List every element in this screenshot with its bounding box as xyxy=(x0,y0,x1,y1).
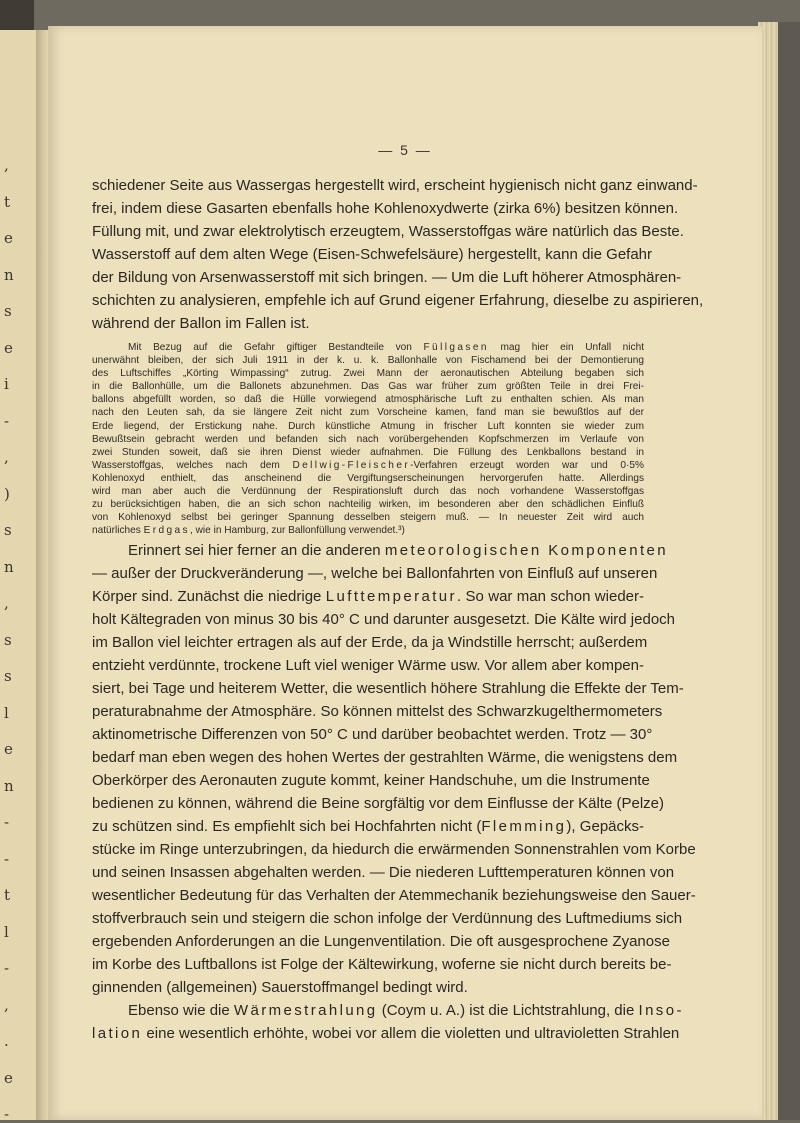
text-line: stücke im Ringe unterzubringen, da hiedurch die erwärmenden Sonnenstrahlen vom Korbe xyxy=(92,841,696,859)
facing-page-char: t xyxy=(4,192,11,211)
facing-page-char: e xyxy=(4,740,13,758)
text-line: siert, bei Tage und heiterem Wetter, die wesentlich höhere Strahlung die Effekte der Tem- xyxy=(92,680,684,698)
spaced-term: Dellwig-Fleischer xyxy=(292,459,411,471)
note-line: natürliches Erdgas, wie in Hamburg, zur Ballonfüllung verwendet.³) xyxy=(92,525,405,537)
text-line: holt Kältegraden von minus 30 bis 40° C und darunter ausgesetzt. Die Kälte wird jedoch xyxy=(92,611,676,629)
text-line: ergebenden Anforderungen an die Lungenventilation. Die oft ausgesprochene Zyanose xyxy=(92,933,670,951)
facing-page-char: ) xyxy=(4,484,10,503)
spaced-term: lation xyxy=(92,1025,143,1043)
facing-page-char: , xyxy=(4,995,9,1014)
facing-page-char: s xyxy=(4,667,12,685)
text-line: entzieht verdünnte, trockene Luft viel weniger Wärme usw. Vor allem aber kompen- xyxy=(92,657,644,675)
spaced-term: Flemming xyxy=(481,818,567,836)
page-number: — 5 — xyxy=(378,142,432,158)
facing-page-char: - xyxy=(4,849,10,868)
facing-page-char: , xyxy=(4,594,9,612)
facing-page-char: l xyxy=(4,922,9,941)
spaced-term: meteorologischen Komponenten xyxy=(384,542,669,560)
facing-page-char: - xyxy=(4,1105,10,1123)
note-line: Erde liegend, der Erstickung nahe. Durch künstliche Atmung in frischer Luft konnten sie wieder zum xyxy=(92,420,644,432)
note-line: zwei Stunden soweit, daß sie ihren Dienst wieder aufnahmen. Die Füllung des Lenkballons bestand in xyxy=(92,446,644,458)
page-body xyxy=(92,174,704,1045)
footnote-block xyxy=(92,341,644,537)
spaced-term: Füllgasen xyxy=(423,342,489,353)
facing-page-char: n xyxy=(4,776,14,795)
note-line: Mit Bezug auf die Gefahr giftiger Bestandteile von Füllgasen mag hier ein Unfall nicht xyxy=(128,342,644,353)
text-line: schiedener Seite aus Wassergas hergestellt wird, erscheint hygienisch nicht ganz einwand- xyxy=(92,177,698,194)
paragraph-gas-hygiene xyxy=(92,174,704,335)
facing-page-char: e xyxy=(4,1068,13,1087)
text-line: aktinometrische Differenzen von 50° C und darüber beobachtet werden. Trotz — 30° xyxy=(92,726,653,744)
text-line: peraturabnahme der Atmosphäre. So können mittelst des Schwarzkugelthermometers xyxy=(92,703,663,721)
note-line: nach den Leuten sah, da sie längere Zeit nicht zum Vorscheine kamen, fand man sie bewußtlos auf der xyxy=(92,407,644,419)
facing-page-char: - xyxy=(4,411,10,430)
note-line: zu berücksichtigen haben, die an sich schon nachteilig wirken, im besonderen aber den schädlichen Einfluß xyxy=(92,499,644,511)
text-line: während der Ballon im Fallen ist. xyxy=(92,315,310,332)
spaced-term: Wärmestrahlung xyxy=(233,1002,378,1020)
spaced-term: Inso- xyxy=(638,1002,684,1020)
text-line: lation eine wesentlich erhöhte, wobei vor allem die violetten und ultravioletten Strahlen xyxy=(92,1025,680,1043)
spaced-term: Erdgas xyxy=(143,525,191,537)
text-line: im Ballon viel leichter ertragen als auf der Erde, da ja Windstille herrscht; außerdem xyxy=(92,634,648,652)
paragraph-meteorological-components xyxy=(92,539,696,999)
note-line: unerwähnt bleiben, der sich Juli 1911 in der k. u. k. Ballonhalle von Fischamend bei der Demontierung xyxy=(92,355,644,367)
text-line: und seinen Insassen abgehalten werden. — Die niederen Lufttemperaturen können von xyxy=(92,864,675,882)
book-page xyxy=(48,26,762,1120)
note-line: wird man aber auch die Verdünnung der Respirationsluft durch das noch vorhandene Wasserstoffgas xyxy=(92,486,644,498)
text-line: zu schützen sind. Es empfiehlt sich bei Hochfahrten nicht (Flemming), Gepäcks- xyxy=(92,818,644,836)
note-line: von Kohlenoxyd selbst bei geringer Spannung desselben steigern muß. — In neuester Zeit wird auch xyxy=(92,512,644,524)
facing-page-char: - xyxy=(4,813,10,831)
facing-page-char: l xyxy=(4,703,9,722)
note-line: Bewußtsein gebracht werden und befanden sich nach vorübergehenden Kopfschmerzen im Verlaufe von xyxy=(92,433,644,445)
facing-page-char: s xyxy=(4,630,12,649)
text-line: schichten zu analysieren, empfehle ich auf Grund eigener Erfahrung, dieselbe zu aspirieren, xyxy=(92,292,704,309)
text-line: Wasserstoff auf dem alten Wege (Eisen-Schwefelsäure) hergestellt, kann die Gefahr xyxy=(92,246,653,263)
facing-page-char: i xyxy=(4,375,9,393)
paragraph-radiation xyxy=(92,999,684,1045)
facing-page-char: , xyxy=(4,448,9,466)
note-line: des Luftschiffes „Körting Wimpassing“ zutrug. Zwei Mann der aeronautischen Abteilung begaben sich xyxy=(92,368,644,380)
text-line: bedienen zu können, während die Beine sorgfältig vor dem Einflusse der Kälte (Pelze) xyxy=(92,795,665,813)
text-line: Ebenso wie die Wärmestrahlung (Coym u. A.) ist die Lichtstrahlung, die Inso- xyxy=(128,1002,684,1020)
text-line: Oberkörper des Aeronauten zugute kommt, keiner Handschuhe, um die Instrumente xyxy=(92,772,650,790)
facing-page-char: . xyxy=(4,1032,9,1050)
text-line: Körper sind. Zunächst die niedrige Lufttemperatur. So war man schon wieder- xyxy=(92,588,644,606)
text-line: ginnenden (allgemeinen) Sauerstoffmangel bedingt wird. xyxy=(92,979,468,997)
text-line: Füllung mit, und zwar elektrolytisch erzeugtem, Wasserstoffgas wäre natürlich das Beste. xyxy=(92,223,684,240)
spaced-term: Lufttemperatur xyxy=(325,588,457,606)
text-line: der Bildung von Arsenwasserstoff mit sich bringen. — Um die Luft höherer Atmosphären- xyxy=(92,269,682,286)
text-line: — außer der Druckveränderung —, welche bei Ballonfahrten von Einfluß auf unseren xyxy=(92,565,658,583)
text-line: wesentlicher Bedeutung für das Verhalten der Atemmechanik beziehungsweise den Sauer- xyxy=(92,887,696,905)
facing-page-char: s xyxy=(4,302,12,320)
note-line: Kohlenoxyd enthielt, das anscheinend die Vergiftungserscheinungen hervorgerufen hatte. Allerdings xyxy=(92,472,644,484)
text-line: im Korbe des Luftballons ist Folge der Kältewirkung, woferne sie nicht durch bereits be- xyxy=(92,956,672,974)
text-line: bedarf man eben wegen des hohen Wertes der gestrahlten Wärme, die wenigstens dem xyxy=(92,749,678,767)
facing-page-char: n xyxy=(4,265,14,284)
facing-page-char: t xyxy=(4,886,11,904)
scan-background-right xyxy=(778,22,800,1120)
facing-page-char: e xyxy=(4,338,13,357)
note-line: Wasserstoffgas, welches nach dem Dellwig-Fleischer-Verfahren erzeugt worden war und 0·5% xyxy=(92,459,644,471)
facing-page-char: s xyxy=(4,521,12,539)
facing-page-char: n xyxy=(4,557,14,576)
facing-page-char: , xyxy=(4,156,9,174)
note-line: in die Ballonhülle, um die Ballonets abzunehmen. Das Gas war früher zum größten Teile in drei Frei- xyxy=(92,381,644,393)
facing-page-char: - xyxy=(4,959,10,977)
note-line: ballons abgefüllt worden, so daß die Hülle vorwiegend atmosphärische Luft zu enthalten schien. Als man xyxy=(92,394,644,406)
text-line: Erinnert sei hier ferner an die anderen meteorologischen Komponenten xyxy=(128,542,669,560)
text-line: stoffverbrauch sein und steigern die schon infolge der Verdünnung des Luftmediums sich xyxy=(92,910,683,928)
facing-page-char: e xyxy=(4,229,13,247)
text-line: frei, indem diese Gasarten ebenfalls hohe Kohlenoxydwerte (zirka 6%) besitzen können. xyxy=(92,200,679,217)
